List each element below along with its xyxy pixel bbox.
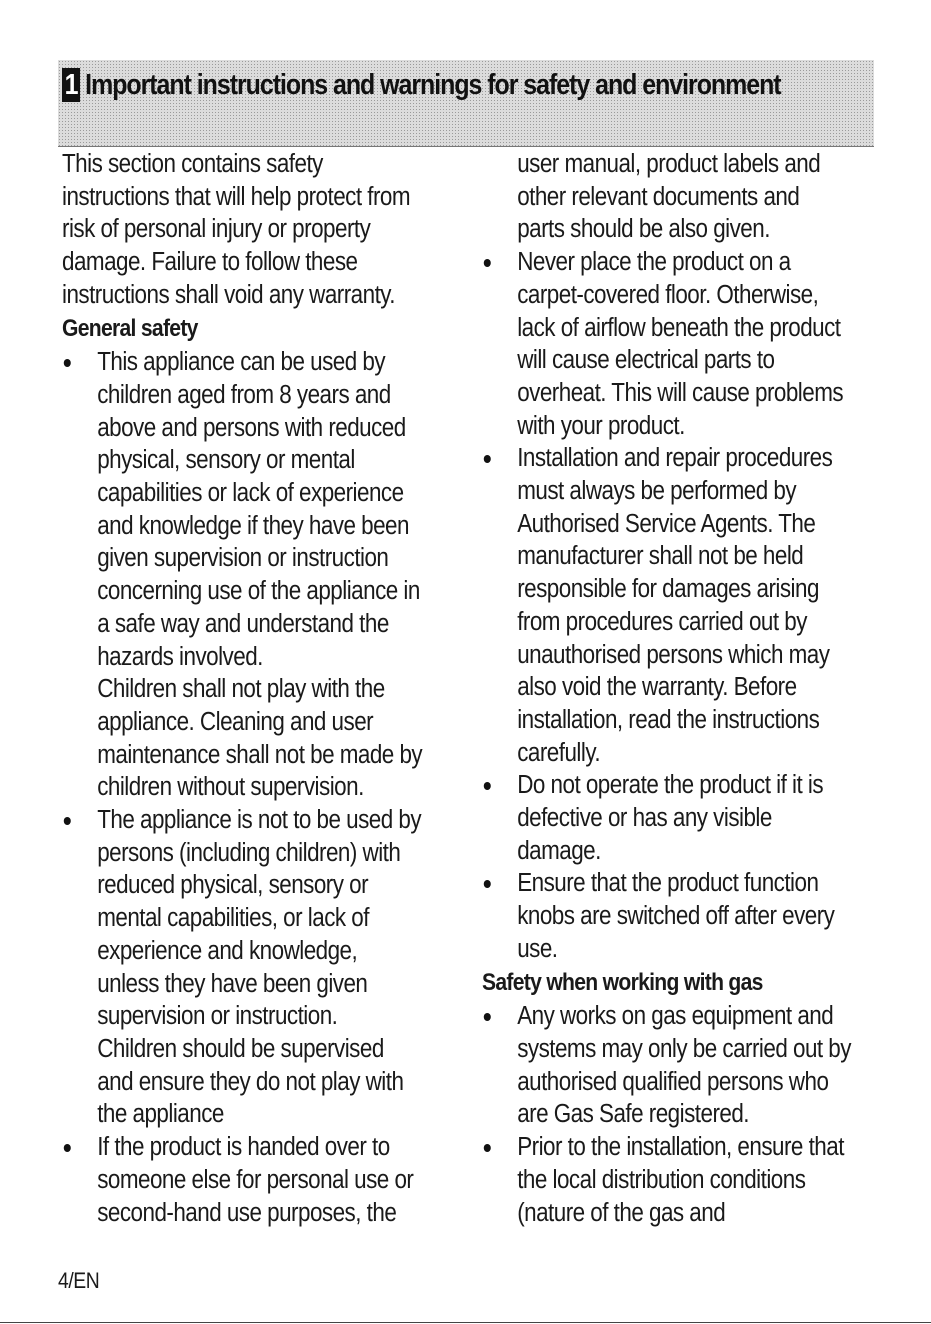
continued-paragraph: user manual, product labels and other relevant documents and parts should be also given. <box>517 150 821 244</box>
left-column <box>62 148 472 1229</box>
list-item <box>482 246 852 442</box>
section-title-text: Important instructions and warnings for safety and environment <box>85 69 781 101</box>
right-column <box>482 148 902 1229</box>
list-item-text: Any works on gas equipment and systems may only be carried out by authorised qualified persons who are Gas Safe registered. <box>517 1002 851 1129</box>
list-item-text: Children should be supervised and ensure they do not play with the appliance <box>97 1034 404 1129</box>
list-item <box>62 346 423 804</box>
list-item <box>482 442 852 769</box>
gas-safety-list <box>482 1000 852 1229</box>
list-item-text: Do not operate the product if it is defective or has any visible damage. <box>517 771 824 865</box>
list-item-text: Prior to the installation, ensure that the local distribution conditions (nature of the gas and <box>517 1133 844 1227</box>
intro-paragraph: This section contains safety instructions that will help protect from risk of personal injury or property damage. Failure to follow these instructions shall void any warranty. <box>62 150 411 309</box>
section-header <box>58 60 874 147</box>
general-safety-heading: General safety <box>62 314 198 342</box>
gas-safety-heading: Safety when working with gas <box>482 968 763 996</box>
footer-rule <box>0 1322 931 1323</box>
page-number: 4/EN <box>58 1268 100 1293</box>
section-title <box>62 66 781 104</box>
list-item-text: If the product is handed over to someone else for personal use or second-hand use purposes, the <box>97 1133 414 1227</box>
list-item <box>62 1131 423 1229</box>
list-item <box>482 769 852 867</box>
general-safety-list <box>62 346 423 1229</box>
list-item-text: Ensure that the product function knobs are switched off after every use. <box>517 869 835 963</box>
list-item-text: This appliance can be used by children aged from 8 years and above and persons with reduced physical, sensory or mental capabilities or lack of experience and knowledge if they have been given supervision or instruction concerning use of the appliance in a safe way and understand the hazards involved. <box>97 348 420 671</box>
list-item-text: Never place the product on a carpet-covered floor. Otherwise, lack of airflow beneath the product will cause electrical parts to overheat. This will cause problems with your product. <box>517 248 844 440</box>
list-item-text: The appliance is not to be used by persons (including children) with reduced physical, sensory or mental capabilities, or lack of experience and knowledge, unless they have been given supervision or instruction. <box>97 806 422 1031</box>
list-item <box>482 867 852 965</box>
list-item-text: Children shall not play with the appliance. Cleaning and user maintenance shall not be made by children without supervision. <box>97 675 423 802</box>
list-item-text: Installation and repair procedures must always be performed by Authorised Service Agents. The manufacturer shall not be held responsible for damages arising from procedures carried out by unauthorised persons which may also void the warranty. Before installation, read the instructions carefully. <box>517 444 833 767</box>
list-item <box>62 804 423 1131</box>
list-item <box>482 1000 852 1131</box>
list-item <box>482 1131 852 1229</box>
section-number-badge: 1 <box>62 68 80 102</box>
general-safety-list-continued <box>482 246 852 965</box>
